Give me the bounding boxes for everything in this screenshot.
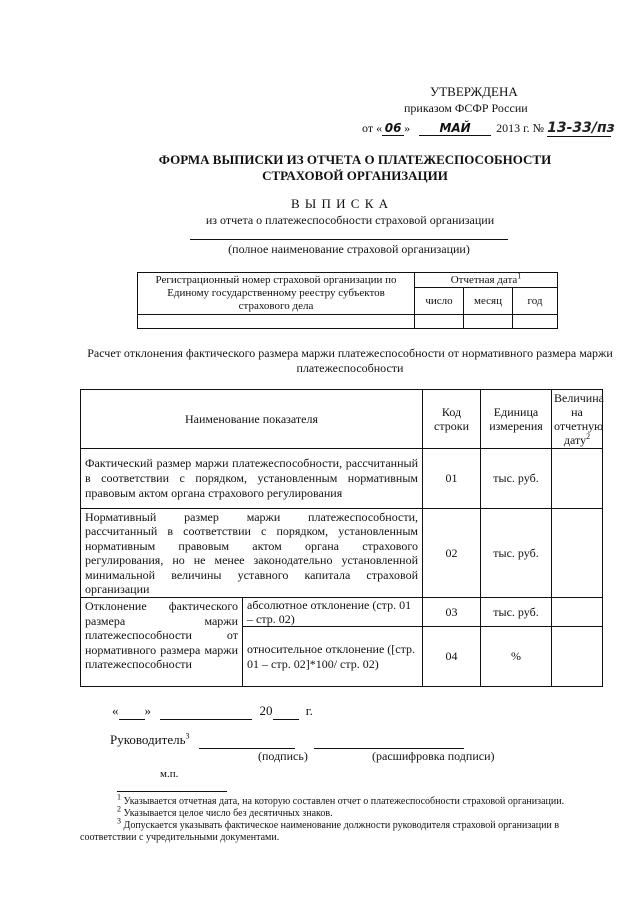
row-01-code: 01 (423, 449, 481, 509)
approval-line1: УТВЕРЖДЕНА (430, 84, 518, 99)
row-03-value (552, 598, 603, 627)
report-date-label: Отчетная дата (450, 274, 518, 287)
form-title: ФОРМА ВЫПИСКИ ИЗ ОТЧЕТА О ПЛАТЕЖЕСПОСОБНОСТИ СТРАХОВОЙ ОРГАНИЗАЦИИ (158, 152, 552, 183)
signature-caption: (подпись) (258, 749, 308, 763)
row-04-code: 04 (423, 627, 481, 687)
row-04-value (552, 627, 603, 687)
row-02-value (552, 509, 603, 598)
deviation-label: Отклонение фактического размера маржи платежеспособности от нормативного размера маржи платежеспособности (81, 598, 243, 687)
approval-from-mid: » (404, 121, 411, 135)
header-value (552, 390, 603, 449)
col-year: год (513, 288, 558, 315)
header-unit: Единица измерения (481, 390, 552, 449)
row-04-sub: относительное отклонение ([стр. 01 – стр. 02]*100/ стр. 02) (243, 627, 423, 687)
day-value (415, 315, 464, 329)
reg-number-header: Регистрационный номер страховой организации по Единому государственному реестру субъектов страхового дела (138, 273, 415, 315)
footnote-separator (117, 791, 227, 792)
extract-subheading: из отчета о платежеспособности страховой организации (205, 213, 495, 227)
registration-table (137, 272, 558, 329)
footnote-1-num: 1 (117, 792, 121, 802)
row-03-sub: абсолютное отклонение (стр. 01 – стр. 02) (243, 598, 423, 627)
month-value (464, 315, 513, 329)
org-name-line (190, 239, 508, 240)
decode-caption: (расшифровка подписи) (372, 749, 495, 763)
header-code: Код строки (423, 390, 481, 449)
date-line (112, 703, 313, 720)
report-date-header (415, 273, 558, 288)
footnote-3-text: Допускается указывать фактическое наименование должности руководителя страховой организации в соответствии с учредительными документами. (80, 820, 560, 843)
date-year-blank (273, 703, 299, 720)
date-open-quote: « (112, 703, 119, 718)
reg-number-value (138, 315, 415, 329)
margin-table (80, 389, 603, 687)
footnote-2-num: 2 (117, 804, 121, 814)
approval-year-text: 2013 г. № (496, 121, 545, 135)
row-04-unit: % (481, 627, 552, 687)
signature-line (110, 732, 464, 749)
footnote-3 (80, 816, 614, 844)
footnote-2 (117, 804, 617, 820)
approval-line2: приказом ФСФР России (404, 101, 528, 115)
signature-decode-blank (314, 732, 464, 749)
row-01-name: Фактический размер маржи платежеспособности, рассчитанный в соответствии с порядком, установленным нормативным правовым актом органа страхового регулирования (81, 449, 423, 509)
stamp-label: м.п. (160, 768, 179, 780)
approval-date-line (362, 120, 615, 137)
calc-heading: Расчет отклонения фактического размера маржи платежеспособности от нормативного размера маржи платежеспособности (87, 346, 613, 375)
row-03-code: 03 (423, 598, 481, 627)
approval-day: 06 (382, 121, 404, 136)
date-century: 20 (259, 703, 273, 718)
row-01-value (552, 449, 603, 509)
approval-number: 13-33/пз (547, 120, 615, 136)
col-month: месяц (464, 288, 513, 315)
signature-blank (199, 732, 295, 749)
row-01-unit: тыс. руб. (481, 449, 552, 509)
date-day-blank (119, 703, 145, 720)
footnote-2-text: Указывается целое число без десятичных знаков. (123, 808, 333, 819)
footnote-1 (117, 792, 617, 808)
report-date-sup: 1 (517, 271, 522, 281)
footnote-3-num: 3 (117, 816, 121, 826)
col-day: число (415, 288, 464, 315)
row-03-unit: тыс. руб. (481, 598, 552, 627)
approval-from-prefix: от « (362, 121, 383, 135)
signature-label: Руководитель (110, 732, 186, 747)
signature-sup: 3 (185, 731, 190, 741)
date-month-blank (160, 703, 252, 720)
row-02-unit: тыс. руб. (481, 509, 552, 598)
org-name-caption: (полное наименование страховой организации) (228, 242, 470, 256)
header-name: Наименование показателя (81, 390, 423, 449)
header-value-sup: 2 (586, 432, 591, 441)
date-suffix: г. (305, 703, 313, 718)
date-close-quote: » (144, 703, 151, 718)
row-02-name: Нормативный размер маржи платежеспособности, рассчитанный в соответствии с порядком, установленным нормативным правовым актом органа страхового регулирования, но не менее законодательно установленной минимальной величины уставного капитала страховой организации (81, 509, 423, 598)
header-value-label: Величина на отчетную дату (554, 391, 604, 447)
footnote-1-text: Указывается отчетная дата, на которую составлен отчет о платежеспособности страховой организации. (123, 796, 565, 807)
approval-month: МАЙ (419, 121, 491, 136)
extract-heading: В Ы П И С К А (290, 196, 389, 211)
year-value (513, 315, 558, 329)
row-02-code: 02 (423, 509, 481, 598)
